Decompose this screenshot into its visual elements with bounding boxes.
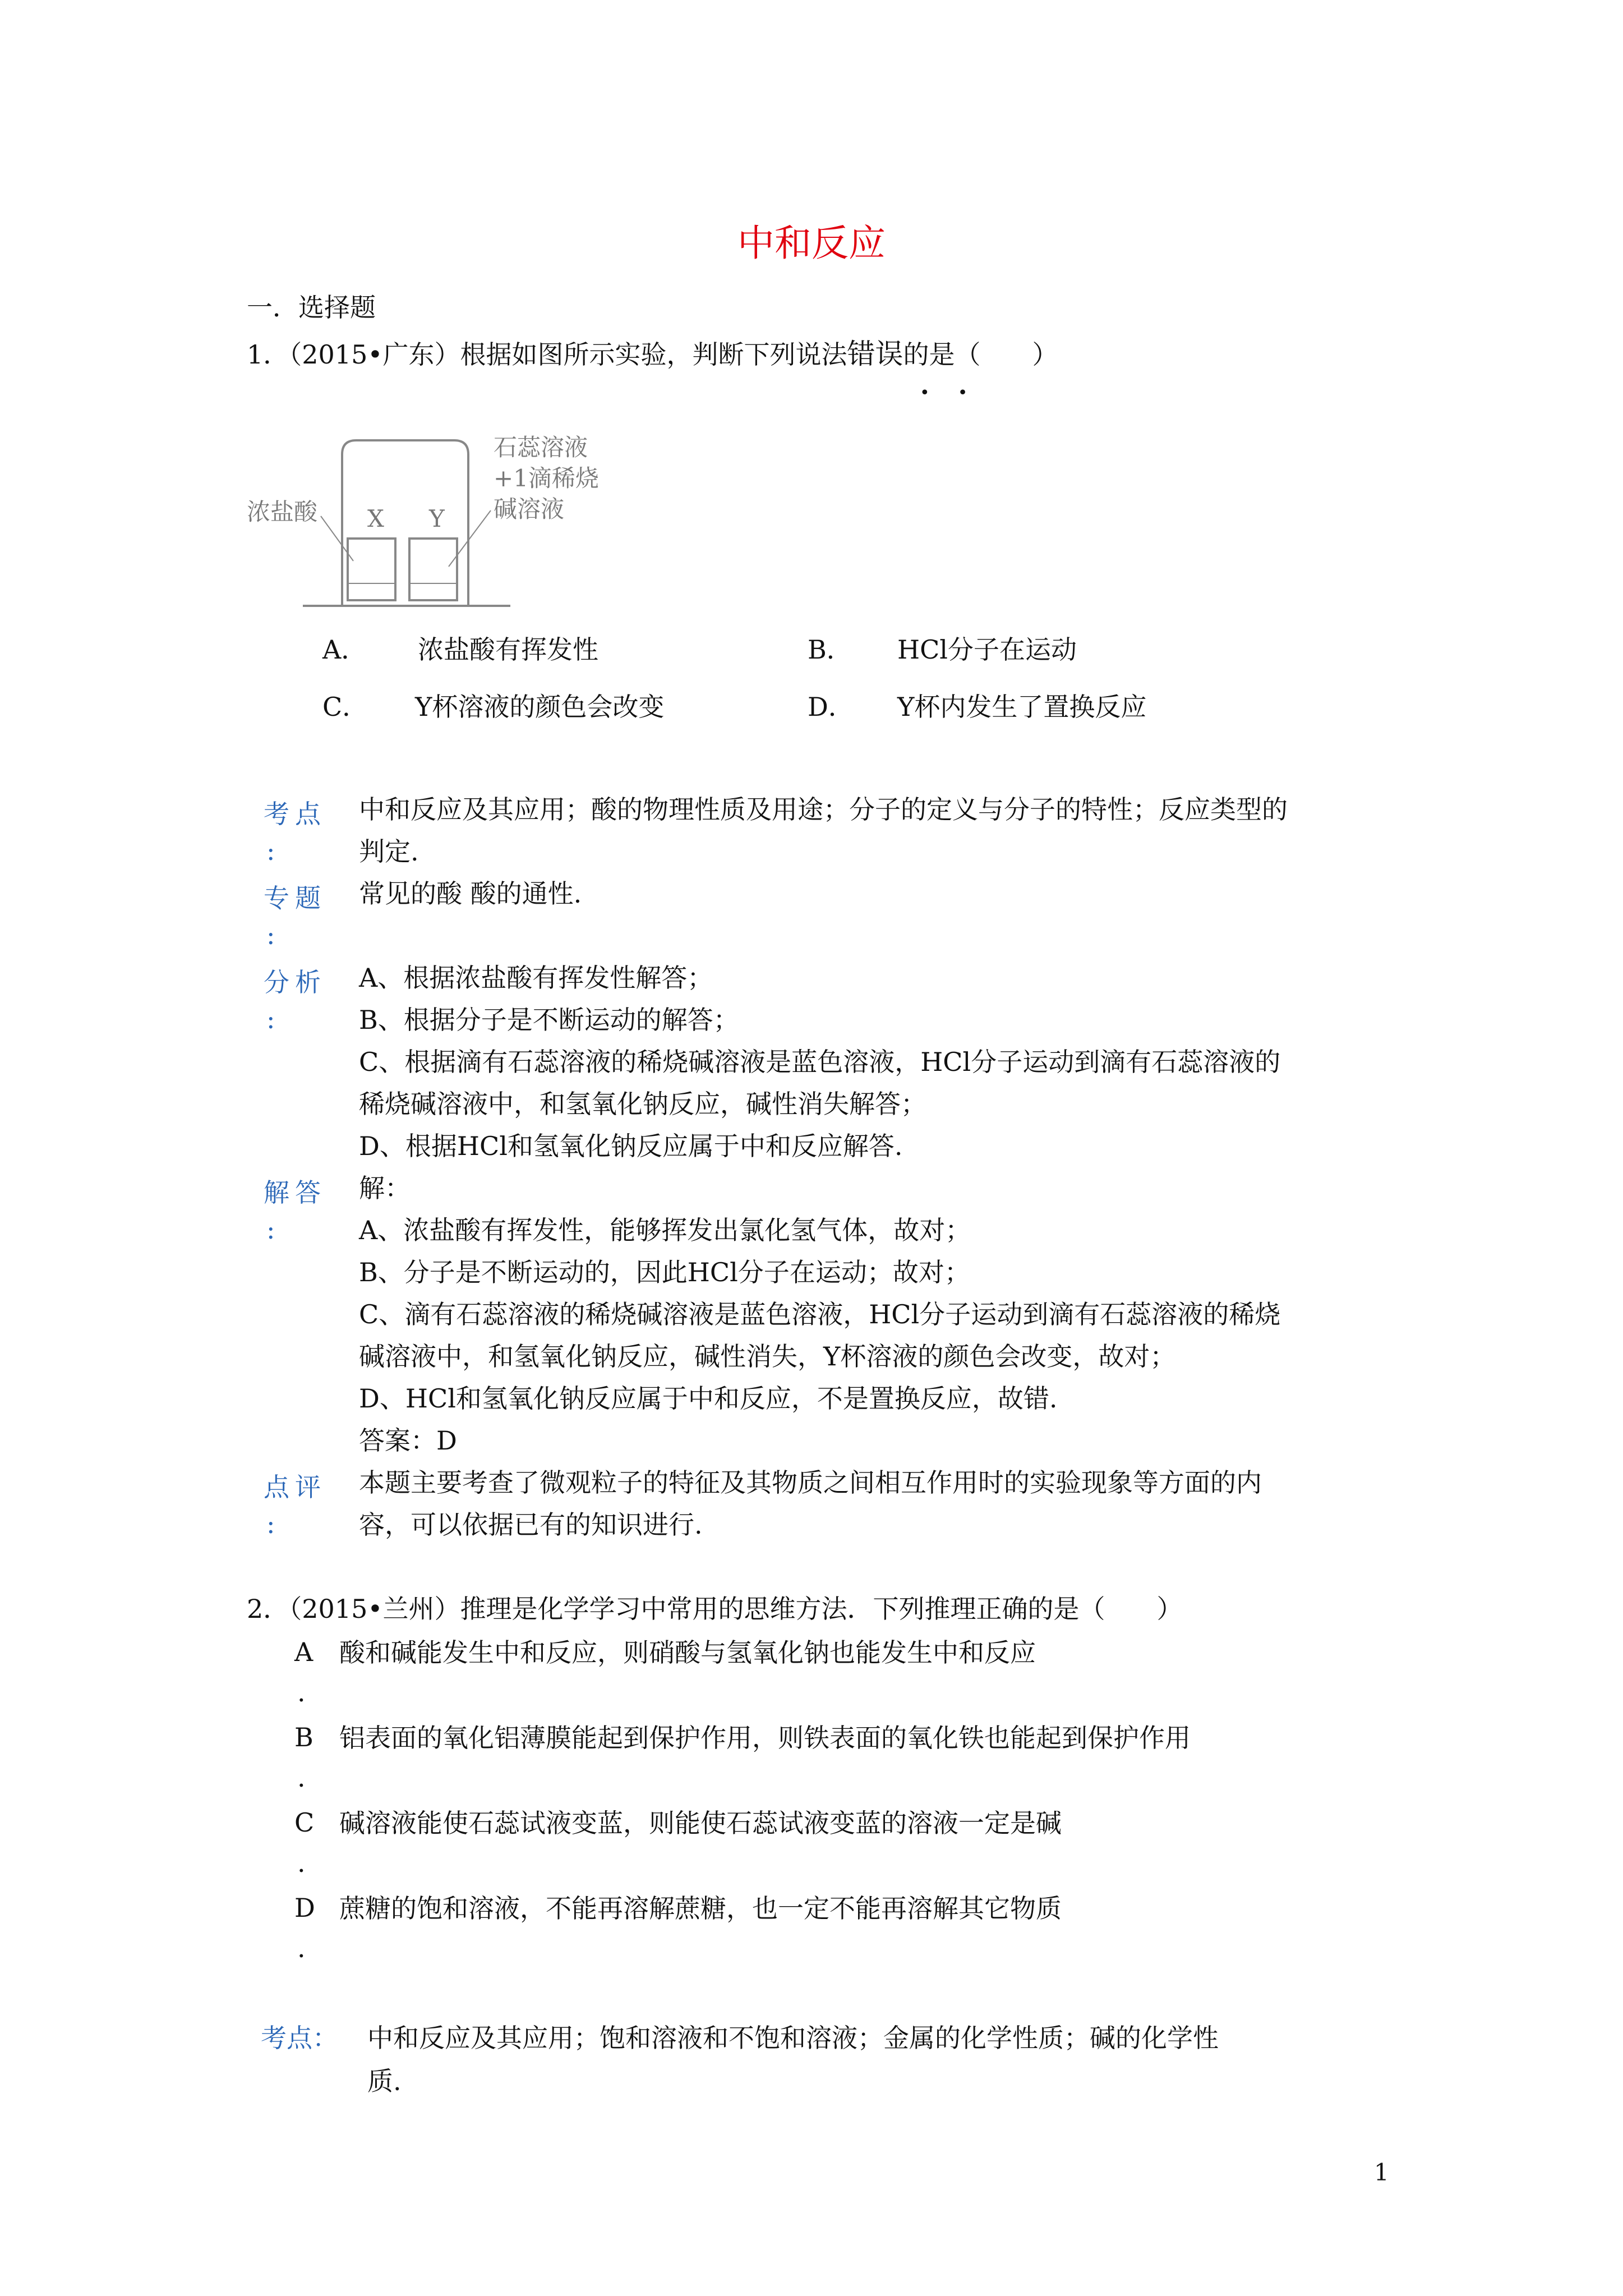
q1-kaodian-colon: : <box>266 836 275 866</box>
q1-option-c-letter: C． <box>322 692 368 722</box>
figure-label-concentrated-hcl: 浓盐酸 <box>247 498 318 526</box>
q1-fenxi-colon: : <box>266 1004 275 1034</box>
q2-option-c-letter: C <box>294 1807 315 1838</box>
q1-option-b-letter: B． <box>808 634 852 665</box>
q2-option-b-letter: B <box>294 1722 313 1752</box>
question-1-stem-text: 1．（2015•广东）根据如图所示实验，判断下列说法 <box>247 339 847 370</box>
q2-option-b-dot: . <box>297 1763 306 1793</box>
q1-option-b-text: HCl分子在运动 <box>897 634 1077 665</box>
q1-jieda-line-7: 答案：D <box>359 1425 457 1456</box>
figure-label-right-1: 石蕊溶液 <box>494 434 588 461</box>
page-number: 1 <box>1374 2159 1389 2186</box>
section-heading: 一．选择题 <box>247 292 376 323</box>
bell-jar <box>342 440 468 606</box>
q1-fenxi-line-5: D、根据HCl和氢氧化钠反应属于中和反应解答. <box>359 1131 903 1161</box>
q1-fenxi-label: 分析 <box>264 967 326 997</box>
emphasis-dots: •• <box>920 383 996 403</box>
q2-option-a-text: 酸和碱能发生中和反应，则硝酸与氢氧化钠也能发生中和反应 <box>339 1637 1036 1668</box>
q1-jieda-line-5: 碱溶液中，和氢氧化钠反应，碱性消失，Y杯溶液的颜色会改变，故对； <box>359 1341 1176 1372</box>
q1-option-a-letter: A． <box>322 634 367 665</box>
q2-option-c-dot: . <box>297 1848 306 1878</box>
q1-jieda-line-2: A、浓盐酸有挥发性，能够挥发出氯化氢气体，故对； <box>359 1215 971 1245</box>
q1-kaodian-line-1: 中和反应及其应用；酸的物理性质及用途；分子的定义与分子的特性；反应类型的 <box>359 794 1288 825</box>
q1-kaodian-line-2: 判定. <box>359 836 419 867</box>
q2-option-d-text: 蔗糖的饱和溶液，不能再溶解蔗糖，也一定不能再溶解其它物质 <box>339 1893 1062 1924</box>
q1-option-c-text: Y杯溶液的颜色会改变 <box>415 692 665 722</box>
q1-fenxi-line-3: C、根据滴有石蕊溶液的稀烧碱溶液是蓝色溶液，HCl分子运动到滴有石蕊溶液的 <box>359 1047 1281 1077</box>
q1-dianping-line-2: 容，可以依据已有的知识进行. <box>359 1510 703 1540</box>
question-2-stem: 2．（2015•兰州）推理是化学学习中常用的思维方法．下列推理正确的是（ ） <box>247 1594 1183 1624</box>
q1-zhuanti-text: 常见的酸 酸的通性. <box>359 878 582 909</box>
q1-dianping-colon: : <box>266 1509 275 1539</box>
q1-jieda-label: 解答 <box>264 1177 326 1208</box>
q2-option-a-dot: . <box>297 1677 306 1708</box>
figure-label-x: X <box>367 505 384 532</box>
q1-jieda-line-1: 解： <box>359 1173 411 1203</box>
q2-option-a-letter: A <box>294 1637 313 1667</box>
figure-label-right-3: 碱溶液 <box>494 495 565 523</box>
page-title: 中和反应 <box>737 222 886 265</box>
q1-fenxi-line-4: 稀烧碱溶液中，和氢氧化钠反应，碱性消失解答； <box>359 1089 926 1119</box>
q1-zhuanti-colon: : <box>266 920 275 950</box>
q1-kaodian-label: 考点 <box>264 799 326 829</box>
q1-option-d-letter: D． <box>808 692 854 722</box>
q2-option-d-letter: D <box>294 1893 315 1923</box>
q2-option-b-text: 铝表面的氧化铝薄膜能起到保护作用，则铁表面的氧化铁也能起到保护作用 <box>339 1723 1191 1753</box>
q1-dianping-line-1: 本题主要考查了微观粒子的特征及其物质之间相互作用时的实验现象等方面的内 <box>359 1467 1262 1498</box>
q1-fenxi-line-1: A、根据浓盐酸有挥发性解答； <box>359 963 713 993</box>
question-1-stem-tail: 的是（ ） <box>903 339 1058 370</box>
figure-label-y: Y <box>429 505 445 532</box>
beaker-y <box>409 539 457 600</box>
beaker-x <box>348 539 395 600</box>
q1-jieda-line-6: D、HCl和氢氧化钠反应属于中和反应，不是置换反应，故错. <box>359 1383 1058 1414</box>
q1-fenxi-line-2: B、根据分子是不断运动的解答； <box>359 1005 739 1035</box>
q1-option-a-text: 浓盐酸有挥发性 <box>418 634 598 665</box>
q2-kaodian-line-2: 质. <box>367 2066 402 2096</box>
q2-option-d-dot: . <box>297 1933 306 1963</box>
q2-option-c-text: 碱溶液能使石蕊试液变蓝，则能使石蕊试液变蓝的溶液一定是碱 <box>339 1808 1062 1838</box>
q1-jieda-line-3: B、分子是不断运动的，因此HCl分子在运动；故对； <box>359 1257 970 1287</box>
question-1-stem <box>247 337 1058 372</box>
q1-jieda-line-4: C、滴有石蕊溶液的稀烧碱溶液是蓝色溶液，HCl分子运动到滴有石蕊溶液的稀烧 <box>359 1299 1281 1329</box>
q1-option-d-text: Y杯内发生了置换反应 <box>897 692 1147 722</box>
figure-label-right-2: +1滴稀烧 <box>494 464 599 492</box>
q2-kaodian-line-1: 中和反应及其应用；饱和溶液和不饱和溶液；金属的化学性质；碱的化学性 <box>367 2023 1219 2053</box>
q1-zhuanti-label: 专题 <box>264 883 326 913</box>
q1-jieda-colon: : <box>266 1214 275 1245</box>
q1-dianping-label: 点评 <box>264 1472 326 1502</box>
question-1-emphasis: 错误 <box>847 338 903 370</box>
q2-kaodian-label: 考点： <box>261 2023 338 2053</box>
